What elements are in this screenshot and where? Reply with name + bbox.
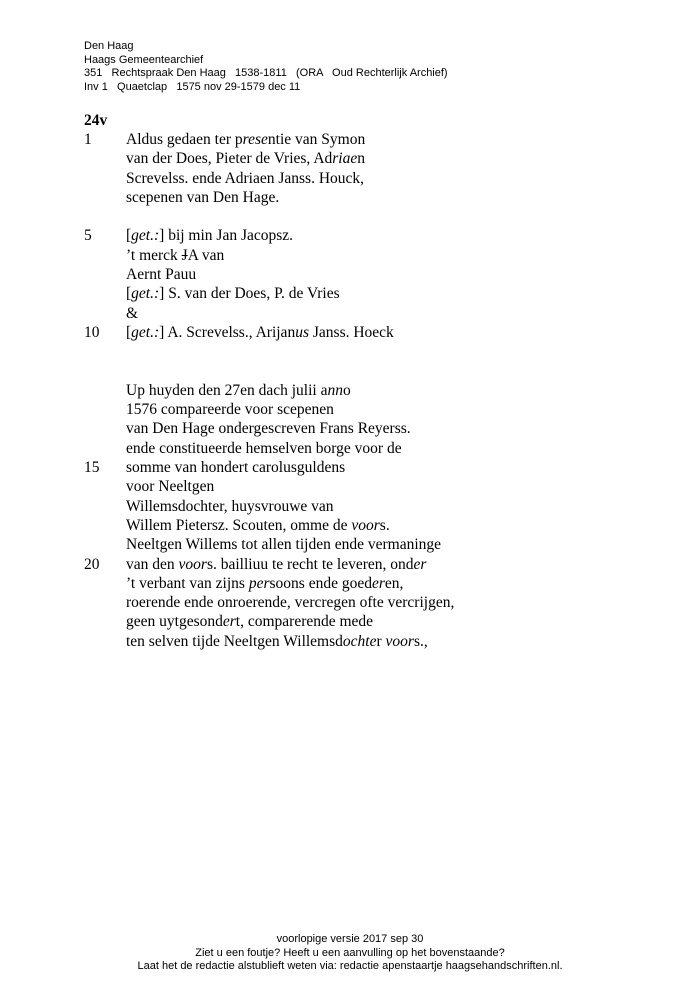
line-text [126,612,373,631]
expanded-abbreviation: voor [385,632,414,650]
text-segment: o [342,381,351,399]
text-segment: Aldus gedaen ter p [126,131,243,148]
header-archive: Haags Gemeentearchief [84,53,204,66]
line-number: 5 [84,227,92,245]
line-text [126,497,334,516]
text-segment: [ [126,323,132,341]
header-collection: 351 Rechtspraak Den Haag 1538-1811 (ORA Oud Rechterlijk Archief) [84,67,448,79]
expanded-abbreviation: get.: [131,323,160,341]
expanded-abbreviation: ochte [342,632,377,650]
expanded-abbreviation: rese [242,131,268,148]
line-number: 10 [84,323,100,341]
page-footer [0,933,700,974]
line-text [126,246,224,265]
text-segment: Aernt Pauu [126,266,197,284]
line-text [126,477,214,496]
struck-text: J [181,246,188,264]
text-segment: somme van hondert carolusguldens [126,459,346,477]
text-segment: ] S. van der Does, P. de Vries [159,285,340,303]
line-text [126,304,138,323]
archive-header [84,40,448,94]
line-text [126,574,403,593]
line-text [126,226,293,245]
text-segment: voor Neeltgen [126,478,215,496]
text-segment: van der Does, Pieter de Vries, Ad [126,150,333,168]
text-segment: [ [126,285,132,303]
text-segment: ntie van Symon [267,131,366,148]
line-number: 1 [84,131,92,148]
text-segment: t, comparerende mede [235,613,374,631]
line-text [126,323,394,342]
text-segment: ’t verbant van zijns [126,574,249,592]
line-number: 20 [84,555,100,573]
text-segment: A van [187,246,225,264]
text-segment: roerende ende onroerende, vercregen ofte vercrijgen, [126,594,455,612]
text-segment: [ [126,227,132,245]
expanded-abbreviation: er [222,613,236,631]
line-text [126,632,428,651]
line-text [126,535,441,554]
line-text [126,516,390,535]
text-segment: n [357,150,365,168]
text-segment: s. bailliuu te recht te leveren, ond [206,555,414,573]
expanded-abbreviation: get.: [131,285,160,303]
text-segment: van den [126,555,179,573]
expanded-abbreviation: us [295,323,309,341]
text-segment: r [376,632,386,650]
line-text [126,555,426,574]
line-text [126,284,340,303]
expanded-abbreviation: voor [178,555,207,573]
line-text [126,130,365,149]
text-segment: Screvelss. ende Adriaen Janss. Houck, [126,169,365,187]
line-text [126,419,411,438]
footer-version: voorlopige versie 2017 sep 30 [276,933,424,945]
line-text [126,458,345,477]
expanded-abbreviation: riae [332,150,358,168]
line-text [126,381,351,400]
expanded-abbreviation: per [248,574,270,592]
expanded-abbreviation: nn [327,381,343,399]
text-segment: ten selven tijde Neeltgen Willemsd [126,632,343,650]
text-segment: Willemsdochter, huysvrouwe van [126,497,334,515]
line-text [126,169,364,188]
text-segment: Up huyden den 27en dach julii a [126,381,328,399]
header-inventory: Inv 1 Quaetclap 1575 nov 29-1579 dec 11 [84,80,301,93]
header-city: Den Haag [84,40,134,52]
text-segment: 1576 compareerde voor scepenen [126,401,334,419]
line-text [126,149,365,168]
line-text [126,439,402,458]
text-segment: ] A. Screvelss., Arijan [159,323,296,341]
footer-contact: Laat het de redactie alstublieft weten via: redactie apenstaartje haagsehandschriften.nl. [137,960,563,972]
expanded-abbreviation: er [413,555,427,573]
text-segment: Janss. Hoeck [309,323,394,341]
text-segment: ende constitueerde hemselven borge voor de [126,439,402,457]
text-segment: Neeltgen Willems tot allen tijden ende vermaninge [126,536,442,554]
text-segment: s. [379,516,390,534]
expanded-abbreviation: voor [351,516,380,534]
text-segment: Willem Pietersz. Scouten, omme de [126,516,352,534]
footer-question: Ziet u een foutje? Heeft u een aanvulling op het bovenstaande? [195,946,505,959]
text-segment: ] bij min Jan Jacopsz. [159,227,294,245]
text-segment: scepenen van Den Hage. [126,188,280,206]
text-segment: soons ende goed [269,574,372,592]
expanded-abbreviation: er [371,574,385,592]
line-number: 15 [84,459,100,477]
folio-number: 24v [84,112,108,129]
line-text [126,265,196,284]
expanded-abbreviation: get.: [131,227,160,245]
line-text [126,188,279,207]
text-segment: ’t merck [126,246,182,264]
text-segment: geen uytgesond [126,613,223,631]
text-segment: s., [413,632,428,650]
line-text [126,400,334,419]
line-text [126,593,454,612]
text-segment: en, [384,574,404,592]
text-segment: & [126,304,139,322]
text-segment: van Den Hage ondergescreven Frans Reyerss. [126,420,411,438]
